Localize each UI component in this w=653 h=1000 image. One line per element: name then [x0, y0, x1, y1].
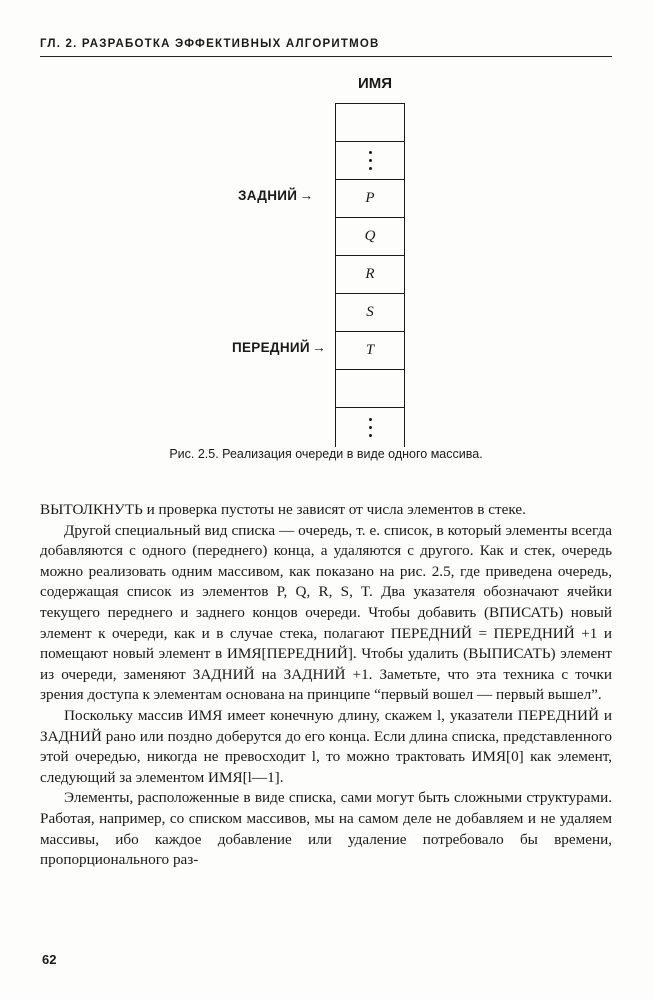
vertical-ellipsis-icon: [369, 418, 372, 437]
page-number: 62: [42, 952, 57, 967]
array-cell: Q: [335, 217, 405, 255]
array-cell: T: [335, 331, 405, 369]
right-arrow-icon: →: [311, 339, 327, 355]
paragraph: Элементы, расположенные в виде списка, сами могут быть сложными структурами. Работая, например, со списком массивов, мы на самом деле не добавляем и не удаляем массивы, ибо каждое добавление или удаление потребовало бы времени, пропорционального раз-: [40, 789, 612, 869]
running-head: ГЛ. 2. РАЗРАБОТКА ЭФФЕКТИВНЫХ АЛГОРИТМОВ: [40, 38, 380, 50]
array-cell-ellipsis: [335, 141, 405, 179]
rear-pointer-label: ЗАДНИЙ: [238, 188, 298, 203]
array-cell-ellipsis: [335, 407, 405, 447]
figure-caption: Рис. 2.5. Реализация очереди в виде одного массива.: [169, 447, 483, 461]
body-text: [40, 500, 612, 871]
array-cell: [335, 369, 405, 407]
vertical-ellipsis-icon: [369, 151, 372, 170]
front-pointer-label: ПЕРЕДНИЙ: [232, 340, 310, 355]
array-cell: P: [335, 179, 405, 217]
paragraph: Поскольку массив ИМЯ имеет конечную длину, скажем l, указатели ПЕРЕДНИЙ и ЗАДНИЙ рано или поздно доберутся до его конца. Если длина списка, представленного этой очередью, никогда не превосходит l, то можно трактовать ИМЯ[0] как элемент, следующий за элементом ИМЯ[l—1].: [40, 706, 612, 786]
paragraph: ВЫТОЛКНУТЬ и проверка пустоты не зависят от числа элементов в стеке.: [40, 501, 526, 518]
queue-array: [335, 103, 405, 447]
array-cell: S: [335, 293, 405, 331]
array-cell: [335, 103, 405, 141]
header-rule: [40, 56, 612, 57]
front-pointer: [232, 339, 326, 355]
rear-pointer: [238, 187, 314, 203]
right-arrow-icon: →: [299, 187, 314, 203]
paragraph: Другой специальный вид списка — очередь, т. е. список, в который элементы всегда добавляются с одного (переднего) конца, а удаляются с другого. Как и стек, очередь можно реализовать одним массивом, как показано на рис. 2.5, где приведена очередь, содержащая список из элементов P, Q, R, S, T. Два указателя обозначают ячейки текущего переднего и заднего концов очереди. Чтобы добавить (ВПИСАТЬ) новый элемент к очереди, как и в случае стека, полагают ПЕРЕДНИЙ = ПЕРЕДНИЙ +1 и помещают новый элемент в ИМЯ[ПЕРЕДНИЙ]. Чтобы удалить (ВЫПИСАТЬ) элемент из очереди, заменяют ЗАДНИЙ на ЗАДНИЙ +1. Заметьте, что эта техника с точки зрения доступа к элементам основана на принципе “первый вошел — первый вышел”.: [40, 521, 612, 704]
array-name-label: ИМЯ: [357, 75, 393, 92]
array-cell: R: [335, 255, 405, 293]
